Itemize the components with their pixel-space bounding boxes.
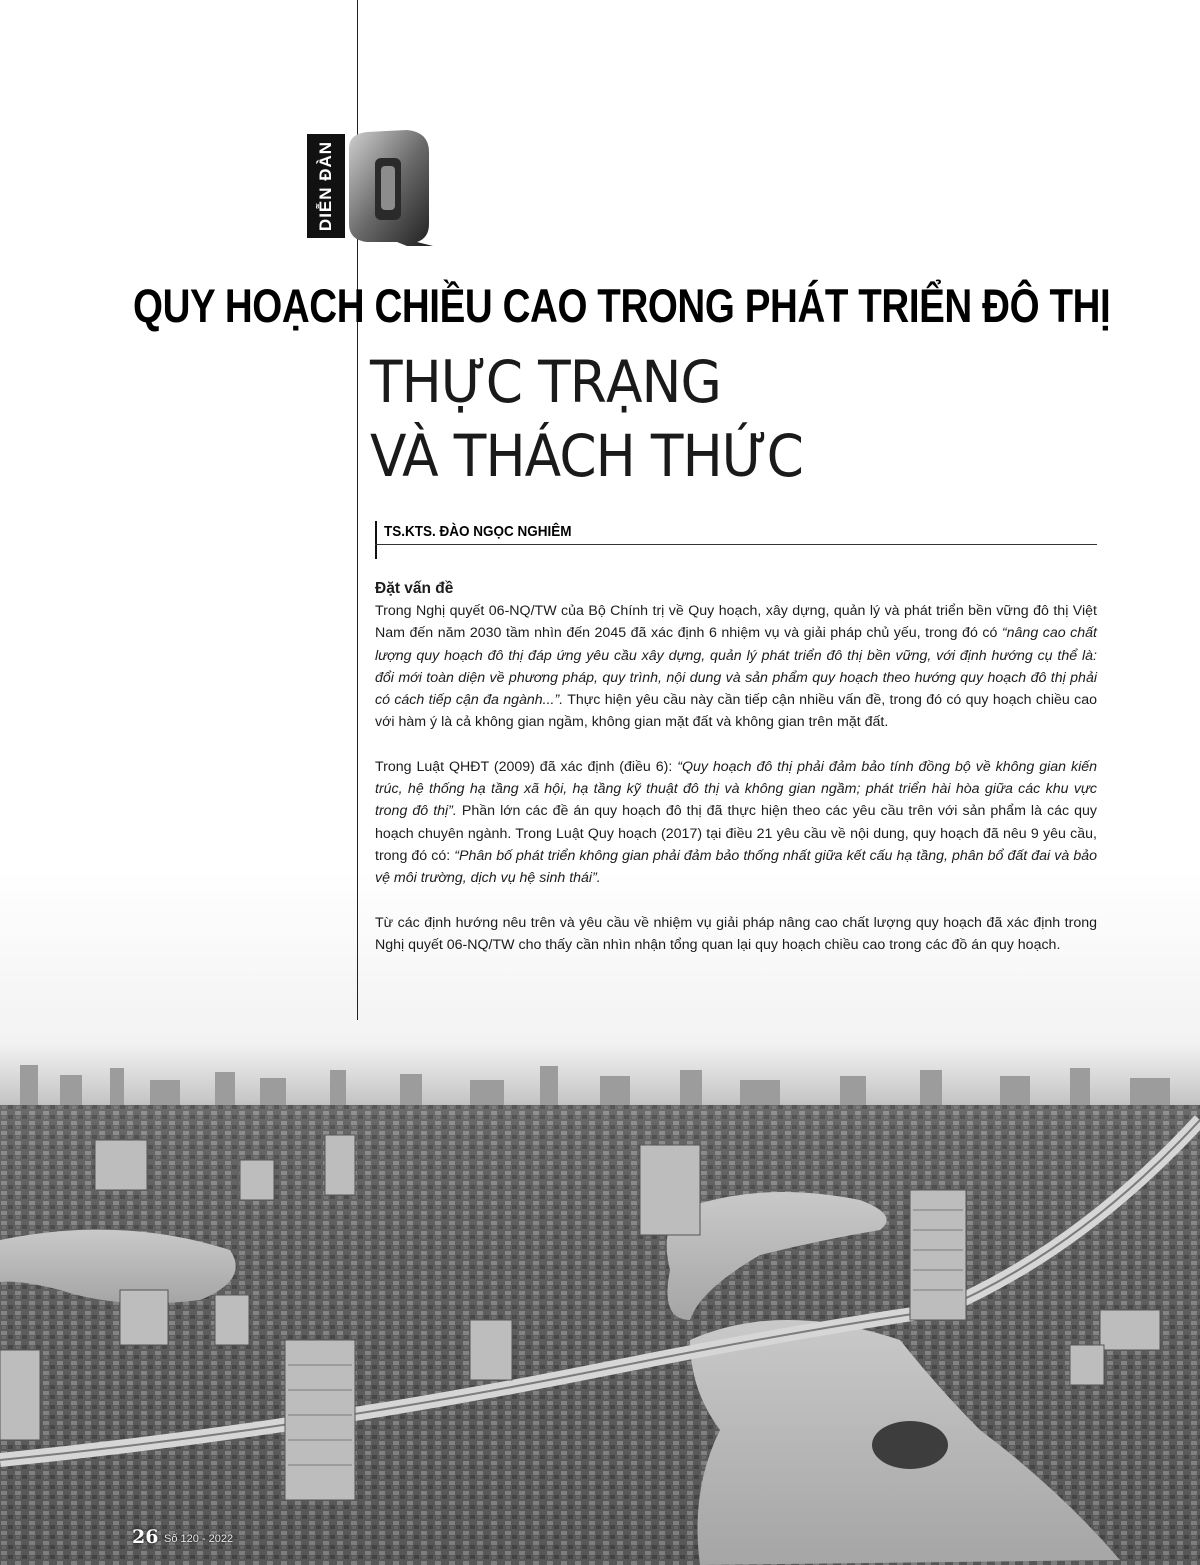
section-label: DIỄN ĐÀN bbox=[316, 140, 335, 232]
paragraph-2 bbox=[375, 756, 1097, 890]
section-logo bbox=[307, 128, 437, 248]
subheadline-line-1: THỰC TRẠNG bbox=[370, 348, 721, 416]
paragraph-1 bbox=[375, 600, 1097, 734]
p1-text-a: Trong Nghị quyết 06-NQ/TW của Bộ Chính trị về Quy hoạch, xây dựng, quản lý và phát triển bền vững đô thị Việt Nam đến năm 2030 tầm nhìn đến 2045 đã xác định 6 nhiệm vụ và giải pháp chủ yếu, trong đó có bbox=[375, 603, 1097, 642]
paragraph-3: Từ các định hướng nêu trên và yêu cầu về nhiệm vụ giải pháp nâng cao chất lượng quy hoạch đã xác định trong Nghị quyết 06-NQ/TW cho thấy cần nhìn nhận tổng quan lại quy hoạch chiều cao trong các đồ án quy hoạch. bbox=[375, 914, 1097, 953]
p2-quote-1: “Quy hoạch đô thị phải đảm bảo tính đồng bộ về không gian kiến trúc, hệ thống hạ tầng xã hội, hạ tầng kỹ thuật đô thị và không gian ngầm; phát triển hài hòa giữa các khu vực trong đô thị”. bbox=[375, 758, 1098, 820]
page-number: 26 bbox=[132, 1526, 159, 1548]
author-tick bbox=[375, 521, 377, 559]
author-rule bbox=[375, 544, 1097, 545]
issue-number: Số 120 - 2022 bbox=[164, 1533, 234, 1545]
author-byline: TS.KTS. ĐÀO NGỌC NGHIÊM bbox=[384, 523, 572, 540]
headline: QUY HOẠCH CHIỀU CAO TRONG PHÁT TRIỂN ĐÔ THỊ bbox=[133, 279, 1111, 332]
p2-quote-2: “Phân bố phát triển không gian phải đảm bảo thống nhất giữa kết cấu hạ tầng, phân bổ đất đai và bảo vệ môi trường, dịch vụ hệ sinh thái”. bbox=[375, 847, 1098, 887]
p1-text-b: Thực hiện yêu cầu này cần tiếp cận nhiều vấn đề, trong đó có quy hoạch chiều cao với hàm ý là cả không gian ngầm, không gian mặt đất và không gian trên mặt đất. bbox=[375, 692, 1097, 731]
section-q-icon bbox=[337, 128, 437, 248]
article-body bbox=[375, 578, 1097, 978]
subheadline-line-2: VÀ THÁCH THỨC bbox=[370, 422, 803, 490]
section-heading: Đặt vấn đề bbox=[375, 580, 454, 597]
p2-text-b: Phần lớn các đề án quy hoạch đô thị đã thực hiện theo các yêu cầu trên với sản phẩm là các quy hoạch chuyên ngành. Trong Luật Quy hoạch (2017) tại điều 21 yêu cầu về nội dung, quy hoạch đã nêu 9 yêu cầu, trong đó có: bbox=[375, 803, 1097, 864]
p1-quote: “nâng cao chất lượng quy hoạch đô thị đáp ứng yêu cầu xây dựng, quản lý phát triển đô thị bền vững, với định hướng cụ thể là: đổi mới toàn diện về phương pháp, quy trình, nội dung và sản phẩm quy hoạch theo hướng quy hoạch đô thị phải có cách tiếp cận đa ngành...”. bbox=[375, 625, 1097, 709]
p2-text-a: Trong Luật QHĐT (2009) đã xác định (điều 6): bbox=[375, 758, 678, 775]
